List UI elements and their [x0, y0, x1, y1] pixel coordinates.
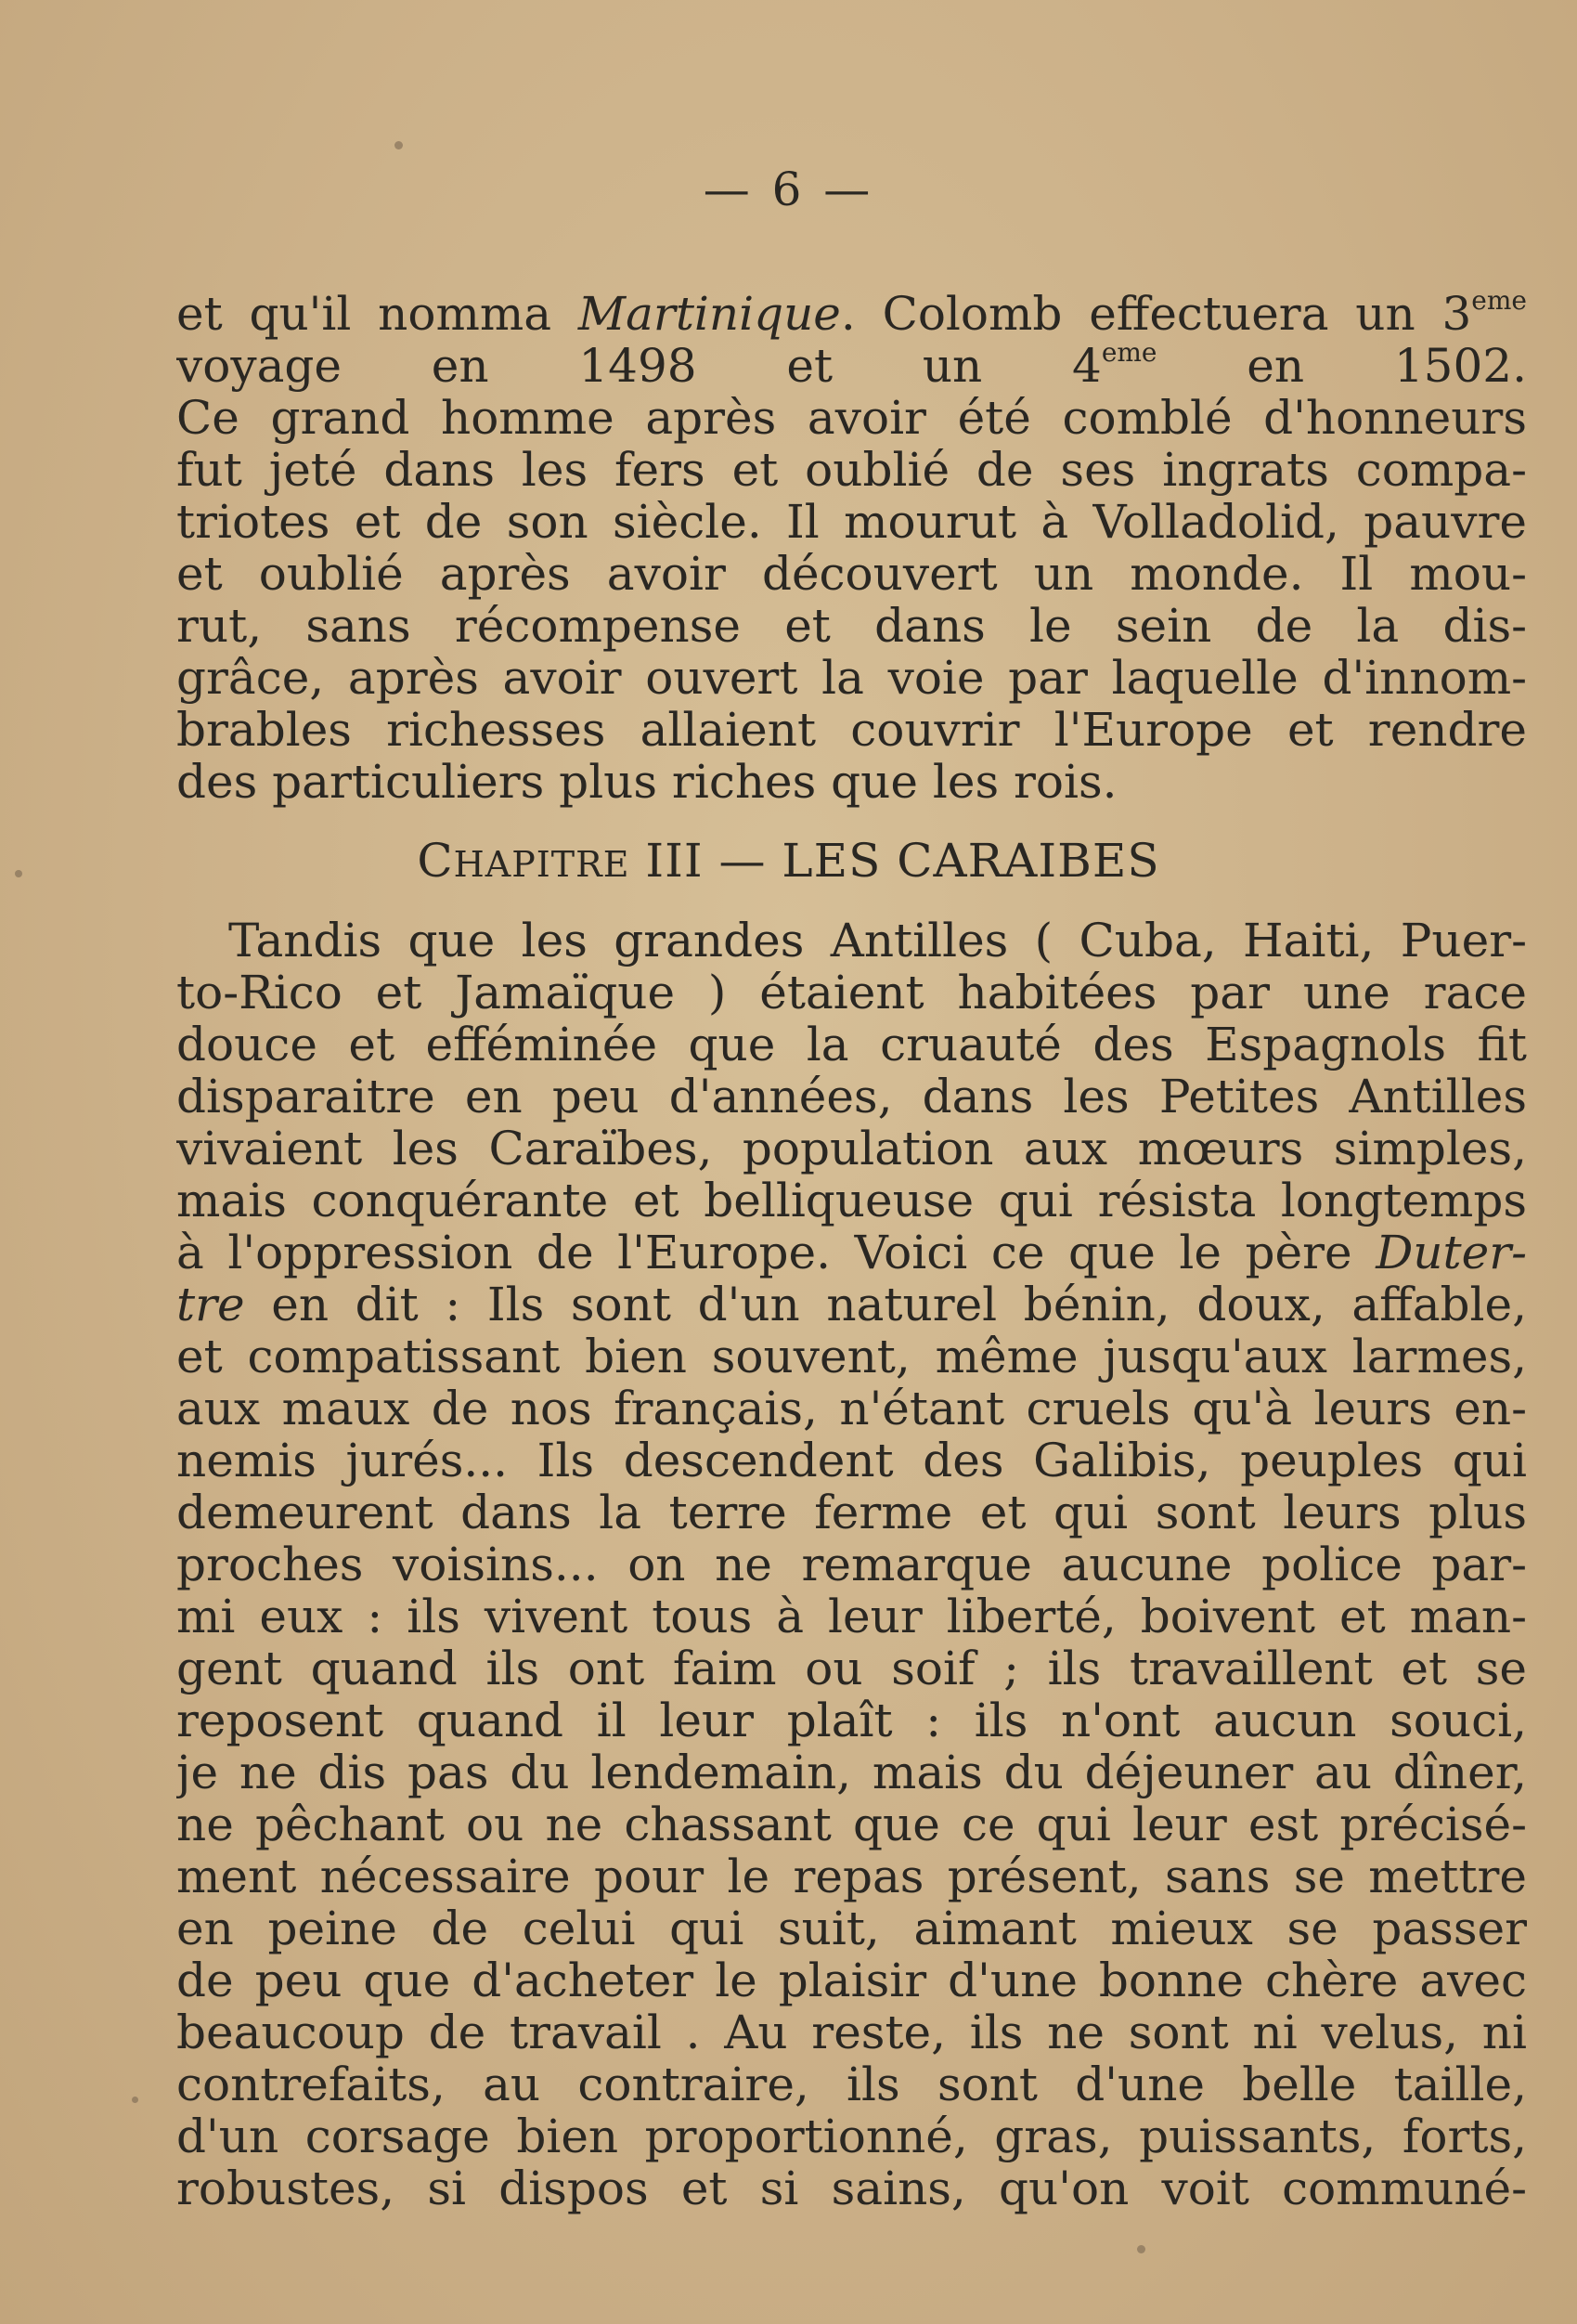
- text-line: disparaitre en peu d'années, dans les Petites Antilles: [176, 1071, 1527, 1123]
- paragraph-colomb: [176, 288, 1527, 808]
- chapter-heading: CHAPITRE III — LES CARAIBES: [417, 834, 1160, 888]
- paper-speck: [1137, 2245, 1145, 2253]
- text-line: d'un corsage bien proportionné, gras, puissants, forts,: [176, 2110, 1527, 2162]
- text-line: et compatissant bien souvent, même jusqu'aux larmes,: [176, 1331, 1527, 1383]
- text-line: beaucoup de travail . Au reste, ils ne sont ni velus, ni: [176, 2006, 1527, 2058]
- text-line: en peine de celui qui suit, aimant mieux se passer: [176, 1902, 1527, 1954]
- paragraph-caraibes: [176, 915, 1527, 2214]
- text-line: nemis jurés... Ils descendent des Galibis, peuples qui: [176, 1435, 1527, 1487]
- text-line: reposent quand il leur plaît : ils n'ont aucun souci,: [176, 1694, 1527, 1746]
- paper-speck: [394, 141, 403, 149]
- text-line: demeurent dans la terre ferme et qui sont leurs plus: [176, 1487, 1527, 1539]
- text-line: robustes, si dispos et si sains, qu'on voit communé-: [176, 2162, 1527, 2214]
- text-line: ment nécessaire pour le repas présent, sans se mettre: [176, 1850, 1527, 1902]
- text-line: de peu que d'acheter le plaisir d'une bonne chère avec: [176, 1954, 1527, 2006]
- text-line: brables richesses allaient couvrir l'Europe et rendre: [176, 704, 1527, 756]
- text-line: rut, sans récompense et dans le sein de la dis-: [176, 600, 1527, 652]
- text-line: voyage en 1498 et un 4eme en 1502.: [176, 340, 1527, 392]
- text-line: vivaient les Caraïbes, population aux mœurs simples,: [176, 1123, 1527, 1175]
- page-number: — 6 —: [703, 162, 874, 216]
- text-line: triotes et de son siècle. Il mourut à Volladolid, pauvre: [176, 496, 1527, 548]
- text-line: Ce grand homme après avoir été comblé d'honneurs: [176, 392, 1527, 444]
- text-line: proches voisins... on ne remarque aucune police par-: [176, 1539, 1527, 1590]
- text-line: fut jeté dans les fers et oublié de ses ingrats compa-: [176, 444, 1527, 496]
- text-line: tre en dit : Ils sont d'un naturel bénin, doux, affable,: [176, 1279, 1527, 1331]
- text-line: je ne dis pas du lendemain, mais du déjeuner au dîner,: [176, 1746, 1527, 1798]
- text-line: des particuliers plus riches que les rois.: [176, 756, 1118, 808]
- text-line: to-Rico et Jamaïque ) étaient habitées par une race: [176, 967, 1527, 1019]
- text-line: ne pêchant ou ne chassant que ce qui leur est précisé-: [176, 1798, 1527, 1850]
- text-line: mais conquérante et belliqueuse qui résista longtemps: [176, 1175, 1527, 1227]
- text-line: et qu'il nomma Martinique. Colomb effectuera un 3eme: [176, 288, 1527, 340]
- text-line: à l'oppression de l'Europe. Voici ce que le père Duter-: [176, 1227, 1527, 1279]
- text-line: et oublié après avoir découvert un monde. Il mou-: [176, 548, 1527, 600]
- text-line: douce et efféminée que la cruauté des Espagnols fit: [176, 1019, 1527, 1071]
- text-line: gent quand ils ont faim ou soif ; ils travaillent et se: [176, 1642, 1527, 1694]
- text-line: aux maux de nos français, n'étant cruels qu'à leurs en-: [176, 1383, 1527, 1435]
- text-line: Tandis que les grandes Antilles ( Cuba, Haiti, Puer-: [228, 915, 1527, 967]
- paper-speck: [132, 2097, 138, 2103]
- text-line: mi eux : ils vivent tous à leur liberté, boivent et man-: [176, 1590, 1527, 1642]
- text-line: contrefaits, au contraire, ils sont d'une belle taille,: [176, 2058, 1527, 2110]
- text-line: grâce, après avoir ouvert la voie par laquelle d'innom-: [176, 652, 1527, 704]
